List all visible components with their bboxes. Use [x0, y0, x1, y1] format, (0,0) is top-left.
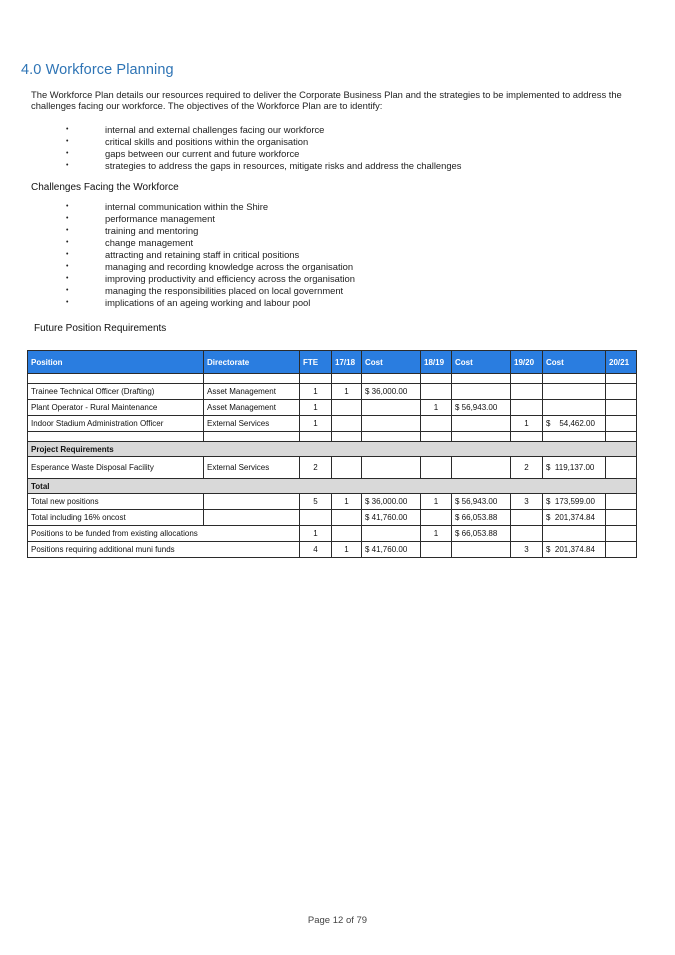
- cell: $ 201,374.84: [543, 542, 606, 558]
- list-item: • critical skills and positions within the organisation: [66, 136, 461, 148]
- cell: 1: [421, 526, 452, 542]
- cell: [606, 457, 637, 479]
- cell: Indoor Stadium Administration Officer: [28, 416, 204, 432]
- cell: [606, 510, 637, 526]
- cell: Plant Operator - Rural Maintenance: [28, 400, 204, 416]
- cell: Esperance Waste Disposal Facility: [28, 457, 204, 479]
- cell: 1: [300, 416, 332, 432]
- challenges-list: [66, 201, 355, 309]
- cell: [362, 400, 421, 416]
- cell: 1: [511, 416, 543, 432]
- cell: 2: [300, 457, 332, 479]
- cell: [606, 416, 637, 432]
- cell: $ 56,943.00: [452, 400, 511, 416]
- table-row: [28, 416, 637, 432]
- cell: [204, 510, 300, 526]
- cell: [606, 384, 637, 400]
- cell: [300, 510, 332, 526]
- cell: [606, 494, 637, 510]
- cell: [332, 400, 362, 416]
- cell: [511, 400, 543, 416]
- column-header: 20/21: [606, 351, 637, 374]
- cell: $ 66,053.88: [452, 510, 511, 526]
- cell: [452, 457, 511, 479]
- cell: [543, 526, 606, 542]
- cell: $ 36,000.00: [362, 494, 421, 510]
- cell: 1: [421, 494, 452, 510]
- column-header: 18/19: [421, 351, 452, 374]
- cell: [421, 457, 452, 479]
- table-header-row: [28, 351, 637, 374]
- cell: 1: [332, 542, 362, 558]
- cell: $ 66,053.88: [452, 526, 511, 542]
- column-header: 19/20: [511, 351, 543, 374]
- section-row: [28, 442, 637, 457]
- cell: [452, 542, 511, 558]
- cell: 1: [300, 384, 332, 400]
- page-number: Page 12 of 79: [307, 915, 368, 926]
- cell: Trainee Technical Officer (Drafting): [28, 384, 204, 400]
- cell: [543, 384, 606, 400]
- cell: [362, 416, 421, 432]
- table-row: [28, 510, 637, 526]
- cell: Asset Management: [204, 400, 300, 416]
- spacer-row: [28, 432, 637, 442]
- challenges-heading: Challenges Facing the Workforce: [31, 182, 179, 193]
- list-item: • strategies to address the gaps in resources, mitigate risks and address the challenges: [66, 160, 461, 172]
- cell: [332, 510, 362, 526]
- cell: $ 41,760.00: [362, 510, 421, 526]
- list-item: • attracting and retaining staff in critical positions: [66, 249, 355, 261]
- table-row: [28, 494, 637, 510]
- cell: [362, 457, 421, 479]
- cell: 1: [300, 526, 332, 542]
- cell: 5: [300, 494, 332, 510]
- list-item: • internal communication within the Shire: [66, 201, 355, 213]
- cell: $ 41,760.00: [362, 542, 421, 558]
- cell: [362, 526, 421, 542]
- list-item: • improving productivity and efficiency across the organisation: [66, 273, 355, 285]
- table-row: [28, 400, 637, 416]
- column-header: 17/18: [332, 351, 362, 374]
- cell: [421, 384, 452, 400]
- section-heading: 4.0 Workforce Planning: [21, 62, 174, 78]
- future-positions-table: [27, 350, 637, 558]
- cell: 2: [511, 457, 543, 479]
- list-item: • performance management: [66, 213, 355, 225]
- cell: Positions requiring additional muni funds: [28, 542, 300, 558]
- cell: [332, 416, 362, 432]
- cell: 4: [300, 542, 332, 558]
- cell: [511, 384, 543, 400]
- section-label: Project Requirements: [28, 442, 637, 457]
- column-header: Directorate: [204, 351, 300, 374]
- spacer-row: [28, 374, 637, 384]
- cell: External Services: [204, 457, 300, 479]
- column-header: FTE: [300, 351, 332, 374]
- section-label: Total: [28, 479, 637, 494]
- list-item: • gaps between our current and future workforce: [66, 148, 461, 160]
- cell: [332, 457, 362, 479]
- intro-paragraph: The Workforce Plan details our resources required to deliver the Corporate Business Plan and the strategies to be implemented to address the challenges facing our workforce. The objectives of the Workforce Plan are to identify:: [31, 89, 622, 112]
- cell: Total new positions: [28, 494, 204, 510]
- cell: Positions to be funded from existing allocations: [28, 526, 300, 542]
- column-header: Cost: [362, 351, 421, 374]
- cell: [421, 416, 452, 432]
- cell: $ 201,374.84: [543, 510, 606, 526]
- cell: [452, 384, 511, 400]
- cell: 3: [511, 494, 543, 510]
- table-row: [28, 457, 637, 479]
- cell: [511, 510, 543, 526]
- cell: 1: [332, 384, 362, 400]
- objectives-list: [66, 124, 461, 172]
- cell: [543, 400, 606, 416]
- column-header: Cost: [543, 351, 606, 374]
- cell: [204, 494, 300, 510]
- section-row: [28, 479, 637, 494]
- cell: $ 36,000.00: [362, 384, 421, 400]
- cell: [606, 526, 637, 542]
- cell: $ 54,462.00: [543, 416, 606, 432]
- list-item: • implications of an ageing working and labour pool: [66, 297, 355, 309]
- list-item: • training and mentoring: [66, 225, 355, 237]
- cell: [452, 416, 511, 432]
- column-header: Position: [28, 351, 204, 374]
- cell: $ 173,599.00: [543, 494, 606, 510]
- cell: [332, 526, 362, 542]
- cell: 3: [511, 542, 543, 558]
- cell: Total including 16% oncost: [28, 510, 204, 526]
- list-item: • managing and recording knowledge across the organisation: [66, 261, 355, 273]
- cell: Asset Management: [204, 384, 300, 400]
- cell: 1: [332, 494, 362, 510]
- table-row: [28, 542, 637, 558]
- cell: 1: [300, 400, 332, 416]
- cell: $ 119,137.00: [543, 457, 606, 479]
- table-row: [28, 384, 637, 400]
- list-item: • change management: [66, 237, 355, 249]
- table-row: [28, 526, 637, 542]
- list-item: • internal and external challenges facing our workforce: [66, 124, 461, 136]
- cell: 1: [421, 400, 452, 416]
- cell: [421, 510, 452, 526]
- future-positions-heading: Future Position Requirements: [34, 323, 167, 334]
- cell: [606, 542, 637, 558]
- column-header: Cost: [452, 351, 511, 374]
- cell: $ 56,943.00: [452, 494, 511, 510]
- cell: External Services: [204, 416, 300, 432]
- cell: [511, 526, 543, 542]
- list-item: • managing the responsibilities placed on local government: [66, 285, 355, 297]
- cell: [606, 400, 637, 416]
- cell: [421, 542, 452, 558]
